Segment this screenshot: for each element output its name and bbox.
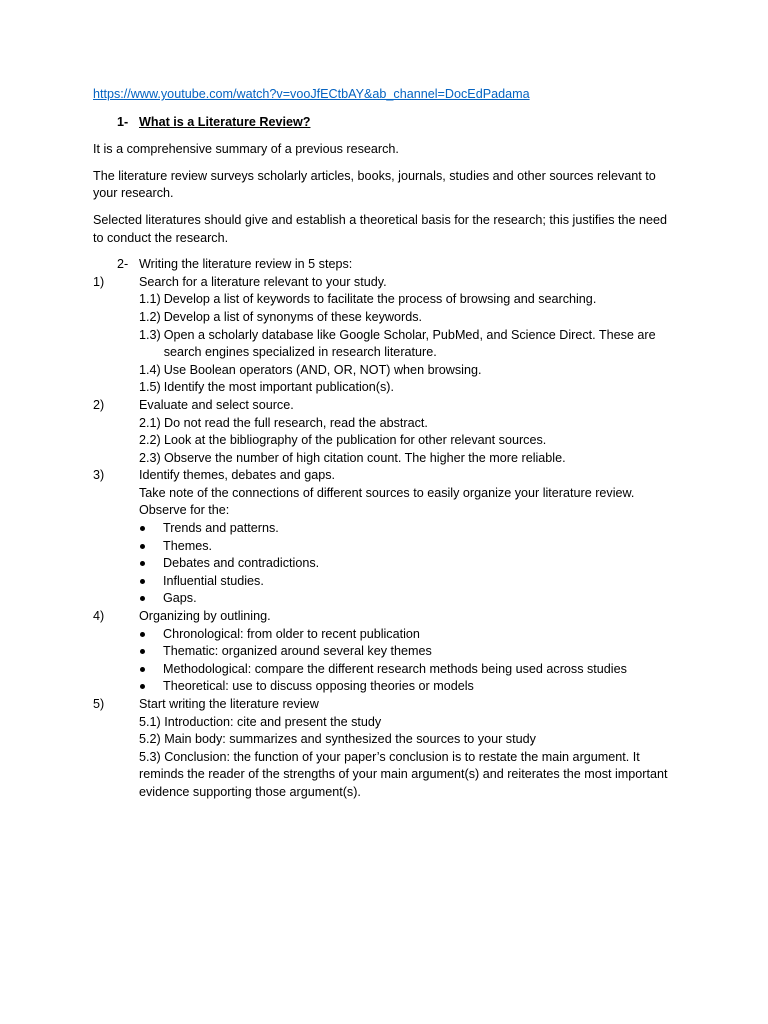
bullet-icon — [139, 520, 163, 538]
step-number: 3) — [93, 468, 105, 483]
bullet-icon — [139, 573, 163, 591]
section-2-text: Writing the literature review in 5 steps: — [139, 257, 353, 272]
step-text: Identify themes, debates and gaps. — [139, 468, 336, 483]
bullet-icon — [139, 555, 163, 573]
section-2-number: 2- — [117, 257, 129, 272]
bullet-text: Trends and patterns. — [163, 521, 279, 536]
heading-text: What is a Literature Review? — [139, 114, 311, 129]
bullet-text: Gaps. — [163, 591, 197, 606]
substep-text: Look at the bibliography of the publication for other relevant sources. — [164, 433, 547, 448]
bullet-text: Chronological: from older to recent publication — [163, 626, 420, 641]
substep-text: Do not read the full research, read the abstract. — [164, 415, 428, 430]
step-number: 4) — [93, 609, 105, 624]
step-item — [93, 696, 673, 714]
paragraph: The literature review surveys scholarly articles, books, journals, studies and other sources relevant to your research. — [93, 168, 656, 201]
substep-number: 2.3) — [139, 450, 161, 465]
substep-item — [139, 432, 673, 450]
substep-item — [139, 415, 673, 433]
bullet-text: Thematic: organized around several key themes — [163, 644, 432, 659]
bullet-item — [139, 590, 673, 608]
substep-line: 5.2) Main body: summarizes and synthesized the sources to your study — [139, 732, 536, 747]
bullet-icon — [139, 626, 163, 644]
substep-item — [139, 362, 673, 380]
substep-text: Develop a list of synonyms of these keywords. — [163, 309, 422, 324]
step-item — [93, 608, 673, 626]
step-note: Take note of the connections of different sources to easily organize your literature review. Observe for the: — [139, 485, 635, 518]
paragraph: Selected literatures should give and establish a theoretical basis for the research; this justifies the need to conduct the research. — [93, 212, 668, 245]
bullet-item — [139, 520, 673, 538]
step-item — [93, 467, 673, 485]
substep-text: Use Boolean operators (AND, OR, NOT) when browsing. — [163, 362, 482, 377]
substep-item — [139, 450, 673, 468]
substep-text: Open a scholarly database like Google Scholar, PubMed, and Science Direct. These are search engines specialized in research literature. — [163, 327, 656, 360]
step-text: Organizing by outlining. — [139, 609, 271, 624]
bullet-icon — [139, 678, 163, 696]
bullet-item — [139, 661, 673, 679]
step-number: 1) — [93, 274, 105, 289]
document-page — [93, 86, 673, 802]
step-number: 5) — [93, 697, 105, 711]
bullet-text: Theoretical: use to discuss opposing theories or models — [163, 679, 474, 694]
bullet-item — [139, 678, 673, 696]
substep-item — [139, 291, 673, 309]
substep-item — [139, 327, 673, 362]
step-text: Evaluate and select source. — [139, 397, 294, 412]
section-2-heading — [117, 256, 673, 274]
paragraph: It is a comprehensive summary of a previous research. — [93, 142, 399, 157]
substep-text: Identify the most important publication(s). — [163, 380, 394, 395]
substep-number: 2.1) — [139, 415, 161, 430]
substep-line: 5.1) Introduction: cite and present the study — [139, 714, 382, 729]
step-item — [93, 274, 673, 292]
substep-text: Develop a list of keywords to facilitate the process of browsing and searching. — [163, 292, 597, 307]
bullet-text: Influential studies. — [163, 573, 264, 588]
bullet-icon — [139, 643, 163, 661]
substep-number: 1.2) — [139, 309, 161, 324]
bullet-text: Methodological: compare the different research methods being used across studies — [163, 661, 627, 676]
bullet-text: Themes. — [163, 538, 212, 553]
bullet-item — [139, 573, 673, 591]
step-text: Search for a literature relevant to your study. — [139, 274, 387, 289]
bullet-item — [139, 643, 673, 661]
substep-number: 1.1) — [139, 292, 161, 307]
bullet-item — [139, 538, 673, 556]
bullet-item — [139, 626, 673, 644]
bullet-icon — [139, 590, 163, 608]
substep-item — [139, 309, 673, 327]
step-number: 2) — [93, 397, 105, 412]
substep-number: 2.2) — [139, 433, 161, 448]
substep-line: 5.3) Conclusion: the function of your paper’s conclusion is to restate the main argument. It reminds the reader of the strengths of your main argument(s) and reiterates the most important evidence supporting those argument(s). — [139, 749, 668, 799]
step-text: Start writing the literature review — [139, 697, 319, 711]
bullet-text: Debates and contradictions. — [163, 556, 320, 571]
youtube-link[interactable]: https://www.youtube.com/watch?v=vooJfECtbAY&ab_channel=DocEdPadama — [93, 87, 530, 101]
bullet-icon — [139, 661, 163, 679]
step-item — [93, 397, 673, 415]
heading-number: 1- — [117, 114, 129, 129]
bullet-icon — [139, 538, 163, 556]
substep-number: 1.3) — [139, 327, 161, 342]
substep-item — [139, 379, 673, 397]
substep-text: Observe the number of high citation count. The higher the more reliable. — [164, 450, 566, 465]
substep-number: 1.5) — [139, 380, 161, 395]
section-heading — [117, 114, 673, 132]
substep-number: 1.4) — [139, 362, 161, 377]
bullet-item — [139, 555, 673, 573]
